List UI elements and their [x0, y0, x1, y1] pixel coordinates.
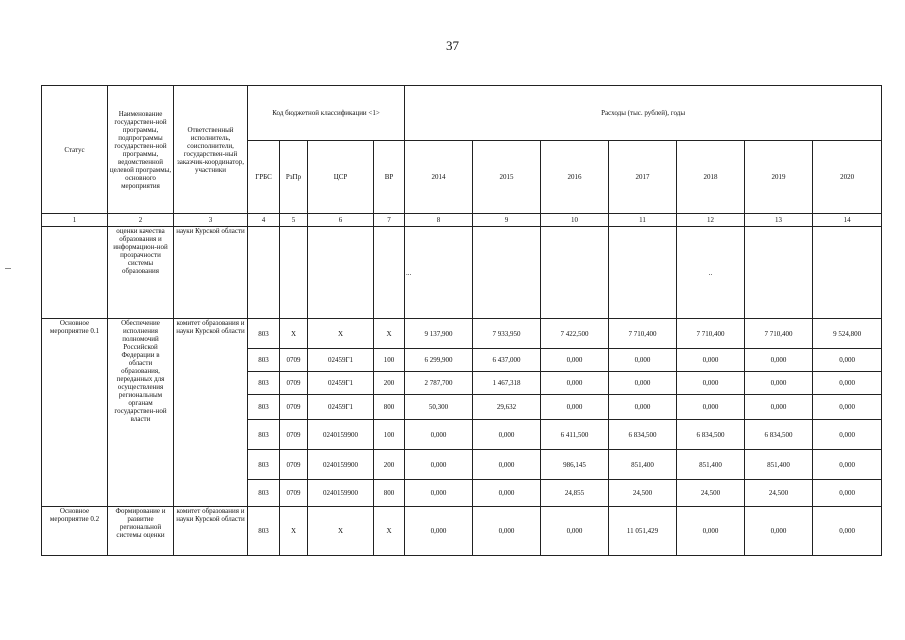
cell-value: 0,000 — [677, 372, 745, 395]
cell-value: 6 834,500 — [677, 420, 745, 450]
header-year: 2017 — [609, 141, 677, 214]
cell-value: 0,000 — [541, 349, 609, 372]
cell-value: 0,000 — [745, 395, 813, 420]
cell-value: 6 411,500 — [541, 420, 609, 450]
cell-value: 0,000 — [677, 395, 745, 420]
header-vr: ВР — [374, 141, 405, 214]
measure-1-responsible: комитет образования и науки Курской области — [174, 319, 248, 507]
cell-value: 9 524,800 — [813, 319, 882, 349]
cell-vr: 800 — [374, 480, 405, 507]
cell-value: 0,000 — [813, 420, 882, 450]
header-csr: ЦСР — [308, 141, 374, 214]
continuation-dots: ... — [405, 227, 473, 319]
column-number: 7 — [374, 214, 405, 227]
cell-value: 24,500 — [677, 480, 745, 507]
cell-value: 2 787,700 — [405, 372, 473, 395]
cell-vr: 800 — [374, 395, 405, 420]
header-name: Наименование государствен-ной программы, подпрограммы государствен-ной программы, ведомственной целевой программы, основного мероприятия — [108, 86, 174, 214]
column-number: 9 — [473, 214, 541, 227]
cell-value: 0,000 — [609, 349, 677, 372]
cell-value: 0,000 — [473, 507, 541, 556]
cell-value: 0,000 — [405, 420, 473, 450]
cell-rzpr: 0709 — [280, 395, 308, 420]
cell-vr: 200 — [374, 450, 405, 480]
column-number: 14 — [813, 214, 882, 227]
cell-value: 6 437,000 — [473, 349, 541, 372]
cell-csr: 02459Г1 — [308, 395, 374, 420]
cell-vr: 100 — [374, 349, 405, 372]
cell-value: 6 834,500 — [745, 420, 813, 450]
column-number: 11 — [609, 214, 677, 227]
continuation-value — [473, 227, 541, 319]
cell-value: 7 710,400 — [609, 319, 677, 349]
cell-value: 29,632 — [473, 395, 541, 420]
cell-value: 0,000 — [473, 420, 541, 450]
cell-vr: Х — [374, 507, 405, 556]
cell-grbs: 803 — [248, 372, 280, 395]
cell-value: 0,000 — [813, 480, 882, 507]
cell-value: 0,000 — [677, 507, 745, 556]
cell-value: 0,000 — [745, 349, 813, 372]
cell-csr: Х — [308, 507, 374, 556]
cell-value: 0,000 — [405, 450, 473, 480]
cell-rzpr: 0709 — [280, 480, 308, 507]
continuation-value — [609, 227, 677, 319]
cell-csr: 02459Г1 — [308, 349, 374, 372]
column-number: 10 — [541, 214, 609, 227]
cell-rzpr: 0709 — [280, 420, 308, 450]
cell-value: 7 422,500 — [541, 319, 609, 349]
cell-value: 0,000 — [405, 507, 473, 556]
header-year: 2015 — [473, 141, 541, 214]
header-rzpr: РзПр — [280, 141, 308, 214]
cell-value: 0,000 — [541, 372, 609, 395]
measure-1-status: Основное мероприятие 0.1 — [42, 319, 108, 507]
header-year: 2018 — [677, 141, 745, 214]
cell-value: 7 710,400 — [745, 319, 813, 349]
budget-table — [41, 85, 882, 556]
cell-rzpr: 0709 — [280, 349, 308, 372]
cell-value: 0,000 — [405, 480, 473, 507]
cell-value: 11 051,429 — [609, 507, 677, 556]
table-row — [42, 319, 882, 349]
column-number: 4 — [248, 214, 280, 227]
cell-value: 0,000 — [813, 395, 882, 420]
continuation-rzpr — [280, 227, 308, 319]
cell-value: 0,000 — [541, 395, 609, 420]
continuation-value — [745, 227, 813, 319]
header-row-1 — [42, 86, 882, 141]
header-expenses: Расходы (тыс. рублей), годы — [405, 86, 882, 141]
cell-vr: 100 — [374, 420, 405, 450]
cell-csr: Х — [308, 319, 374, 349]
cell-value: 0,000 — [609, 372, 677, 395]
cell-rzpr: 0709 — [280, 372, 308, 395]
cell-value: 1 467,318 — [473, 372, 541, 395]
cell-rzpr: 0709 — [280, 450, 308, 480]
cell-csr: 0240159900 — [308, 480, 374, 507]
column-number: 12 — [677, 214, 745, 227]
cell-grbs: 803 — [248, 507, 280, 556]
cell-vr: Х — [374, 319, 405, 349]
cell-grbs: 803 — [248, 450, 280, 480]
cell-grbs: 803 — [248, 319, 280, 349]
cell-value: 0,000 — [541, 507, 609, 556]
column-number: 6 — [308, 214, 374, 227]
column-number: 8 — [405, 214, 473, 227]
cell-value: 0,000 — [813, 372, 882, 395]
cell-value: 9 137,900 — [405, 319, 473, 349]
cell-value: 0,000 — [473, 480, 541, 507]
margin-mark — [5, 268, 11, 269]
cell-value: 24,500 — [745, 480, 813, 507]
cell-value: 0,000 — [677, 349, 745, 372]
continuation-status — [42, 227, 108, 319]
header-year: 2019 — [745, 141, 813, 214]
table-row — [42, 507, 882, 556]
cell-value: 986,145 — [541, 450, 609, 480]
measure-2-status: Основное мероприятие 0.2 — [42, 507, 108, 556]
cell-value: 7 710,400 — [677, 319, 745, 349]
cell-value: 0,000 — [813, 507, 882, 556]
cell-grbs: 803 — [248, 395, 280, 420]
continuation-grbs — [248, 227, 280, 319]
column-number: 1 — [42, 214, 108, 227]
header-year: 2016 — [541, 141, 609, 214]
cell-vr: 200 — [374, 372, 405, 395]
cell-value: 0,000 — [609, 395, 677, 420]
continuation-csr — [308, 227, 374, 319]
header-budget-code: Код бюджетной классификации <1> — [248, 86, 405, 141]
continuation-vr — [374, 227, 405, 319]
header-year: 2020 — [813, 141, 882, 214]
measure-2-responsible: комитет образования и науки Курской области — [174, 507, 248, 556]
cell-csr: 0240159900 — [308, 420, 374, 450]
cell-value: 851,400 — [745, 450, 813, 480]
measure-1-name: Обеспечение исполнения полномочий Российской Федерации в области образования, переданных для осуществления региональным органам государствен-ной власти — [108, 319, 174, 507]
page-number: 37 — [446, 38, 459, 53]
cell-value: 0,000 — [745, 507, 813, 556]
header-year: 2014 — [405, 141, 473, 214]
cell-value: 0,000 — [813, 349, 882, 372]
cell-csr: 0240159900 — [308, 450, 374, 480]
continuation-value — [541, 227, 609, 319]
cell-value: 50,300 — [405, 395, 473, 420]
cell-value: 851,400 — [609, 450, 677, 480]
cell-grbs: 803 — [248, 349, 280, 372]
cell-rzpr: Х — [280, 507, 308, 556]
header-grbs: ГРБС — [248, 141, 280, 214]
column-number: 2 — [108, 214, 174, 227]
continuation-name: оценки качества образования и информацион-ной прозрачности системы образования — [108, 227, 174, 319]
cell-value: 7 933,950 — [473, 319, 541, 349]
column-number: 13 — [745, 214, 813, 227]
continuation-dots: .. — [677, 227, 745, 319]
header-responsible: Ответственный исполнитель, соисполнители, государствен-ный заказчик-координатор, участники — [174, 86, 248, 214]
cell-csr: 02459Г1 — [308, 372, 374, 395]
cell-grbs: 803 — [248, 420, 280, 450]
column-number: 3 — [174, 214, 248, 227]
cell-value: 24,500 — [609, 480, 677, 507]
cell-value: 6 299,900 — [405, 349, 473, 372]
cell-value: 0,000 — [813, 450, 882, 480]
cell-rzpr: Х — [280, 319, 308, 349]
cell-grbs: 803 — [248, 480, 280, 507]
cell-value: 851,400 — [677, 450, 745, 480]
measure-2-name: Формирование и развитие региональной системы оценки — [108, 507, 174, 556]
column-number: 5 — [280, 214, 308, 227]
column-number-row — [42, 214, 882, 227]
cell-value: 0,000 — [473, 450, 541, 480]
cell-value: 24,855 — [541, 480, 609, 507]
cell-value: 6 834,500 — [609, 420, 677, 450]
cell-value: 0,000 — [745, 372, 813, 395]
continuation-value — [813, 227, 882, 319]
continuation-row — [42, 227, 882, 319]
header-status: Статус — [42, 86, 108, 214]
continuation-responsible: науки Курской области — [174, 227, 248, 319]
